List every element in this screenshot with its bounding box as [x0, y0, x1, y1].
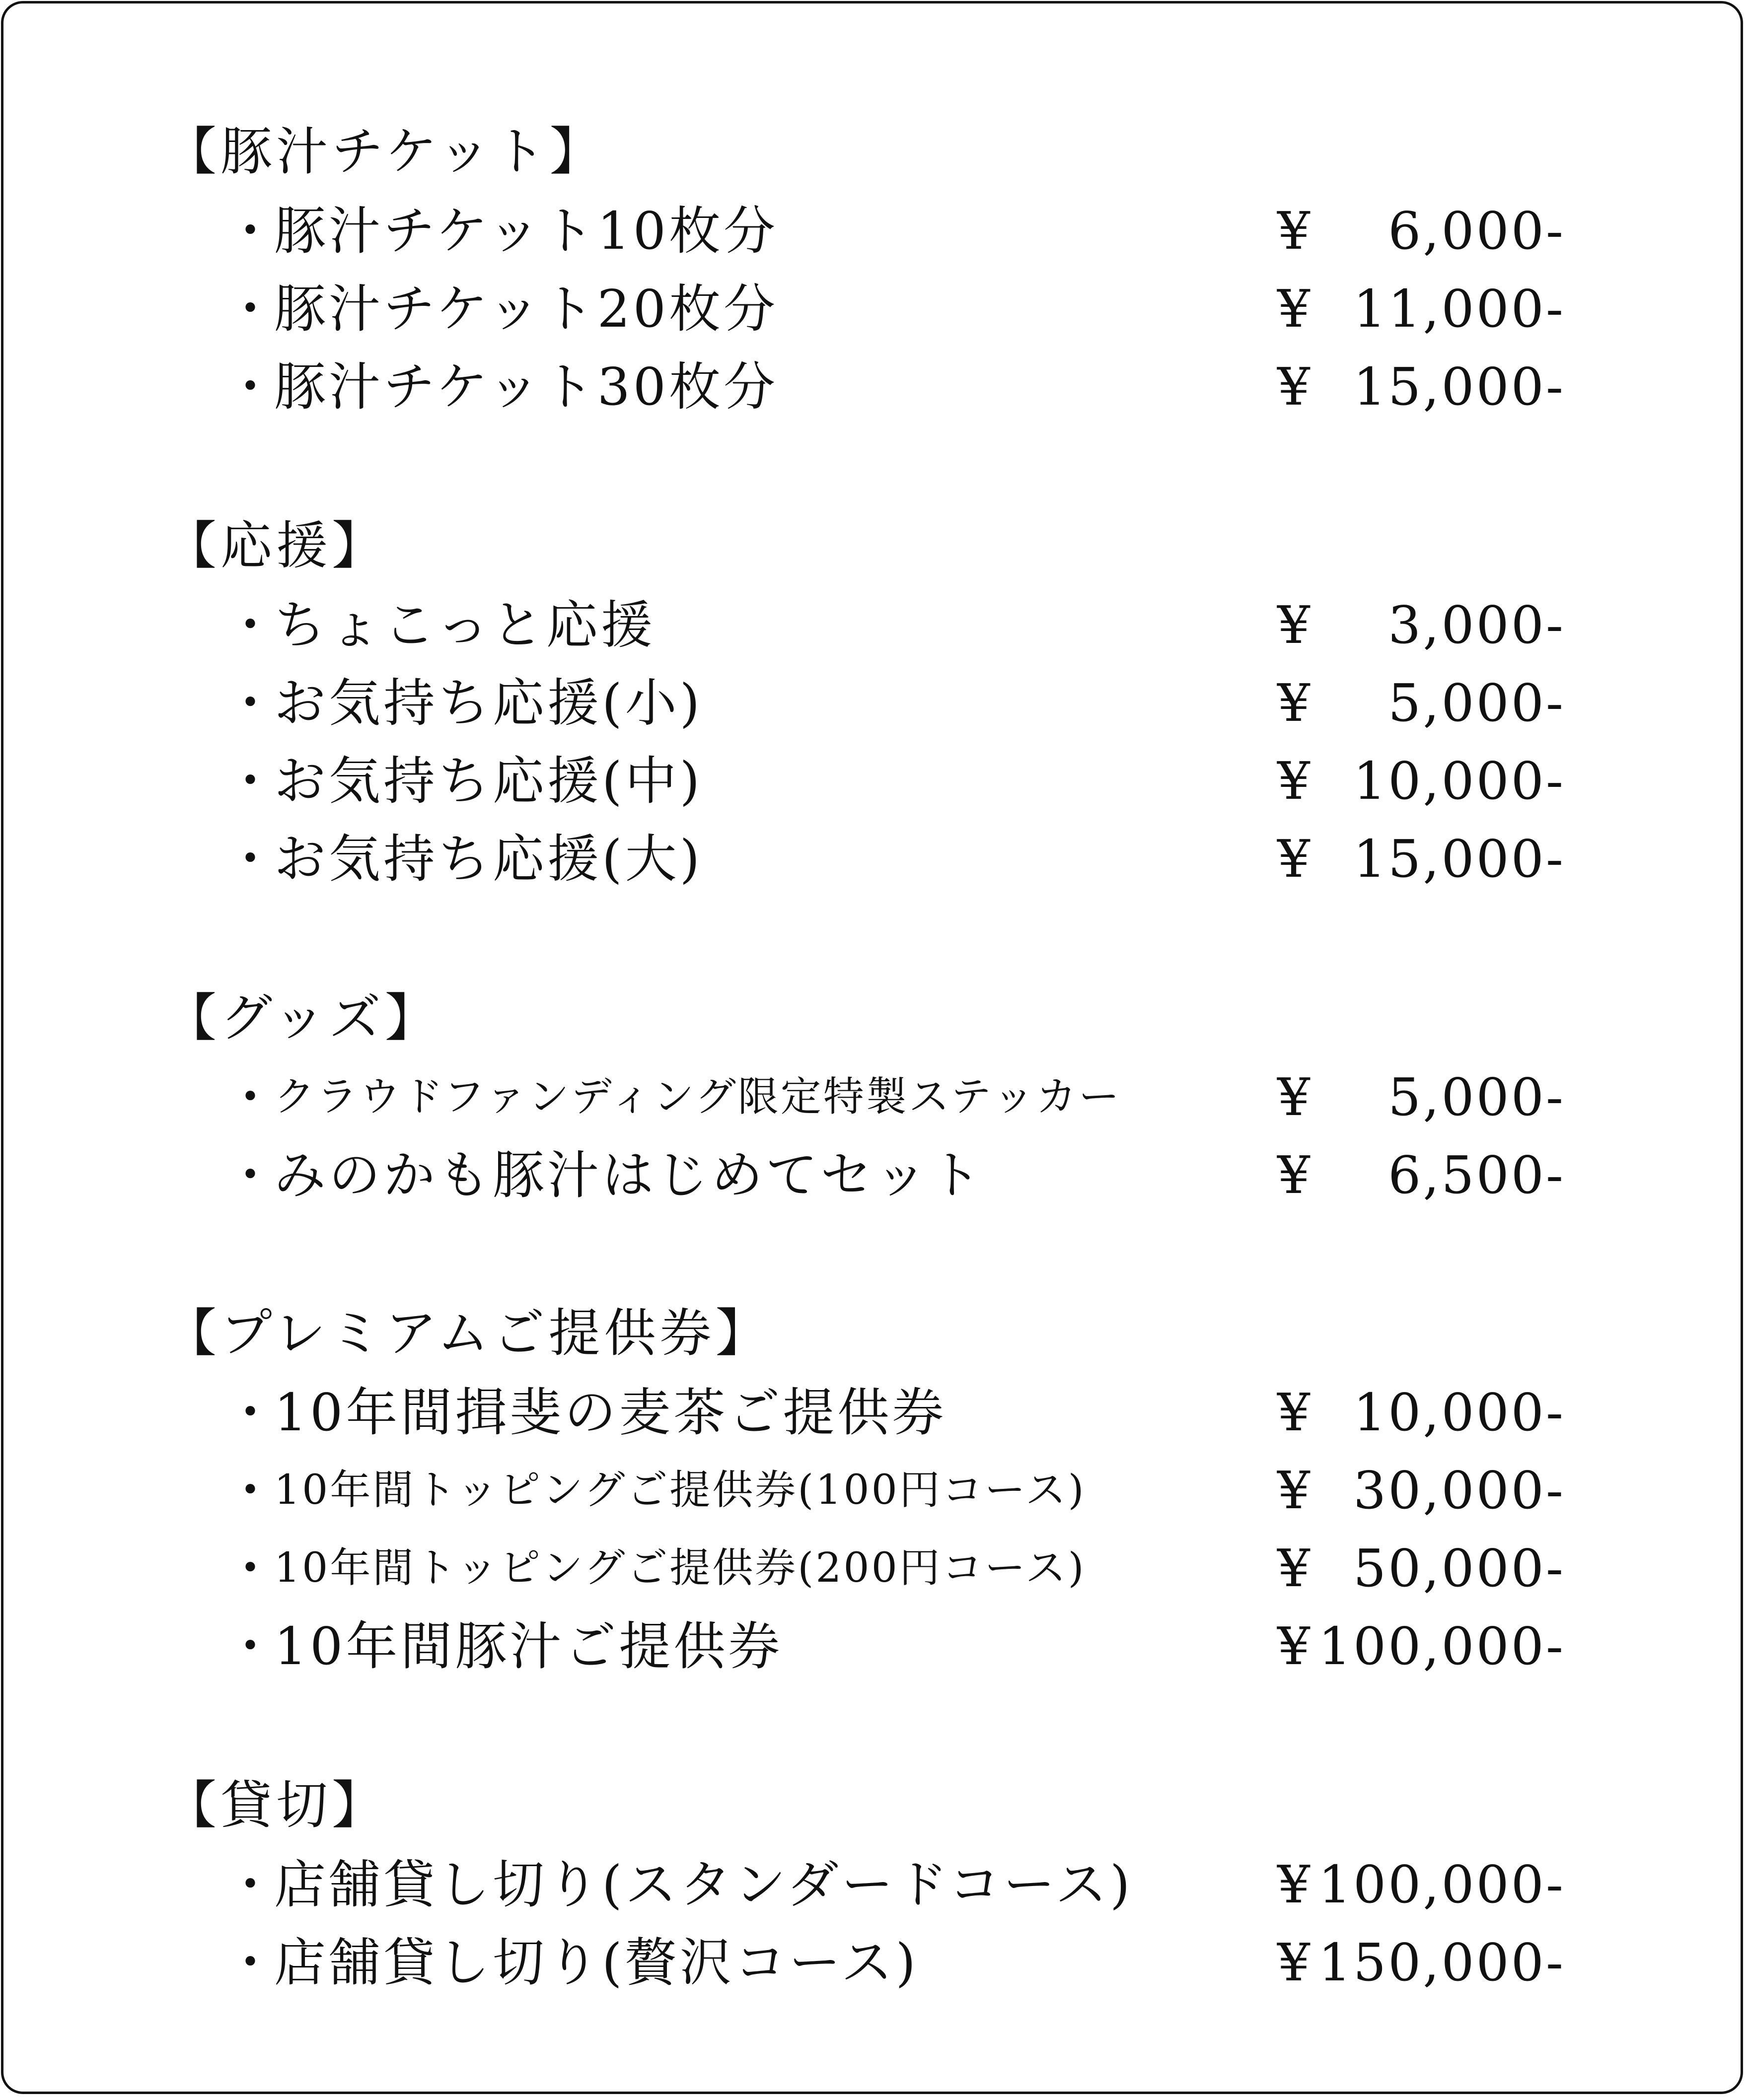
item-label: 10年間揖斐の麦茶ご提供券: [274, 1382, 947, 1443]
yen-symbol: ¥: [1277, 1932, 1311, 1993]
item-price: [1277, 668, 1565, 738]
bullet-icon: ・: [224, 751, 277, 811]
item-label: 店舗貸し切り(贅沢コース): [274, 1932, 919, 1993]
bullet-icon: ・: [224, 673, 277, 733]
item-amount: 50,000-: [1353, 1538, 1565, 1599]
item-price: [1277, 1534, 1565, 1603]
item-amount: 10,000-: [1353, 751, 1565, 811]
yen-symbol: ¥: [1277, 1067, 1311, 1127]
list-item: [224, 196, 1565, 266]
item-price: [1277, 1378, 1565, 1447]
item-label: クラウドファンディング限定特製ステッカー: [274, 1073, 1122, 1120]
section-heading-tonjiru-ticket: 【豚汁チケット】: [165, 121, 605, 182]
section-heading-goods: 【グッズ】: [165, 987, 440, 1048]
yen-symbol: ¥: [1277, 595, 1311, 655]
item-price: [1277, 746, 1565, 816]
list-item: [224, 1456, 1565, 1525]
bullet-icon: ・: [224, 1067, 277, 1127]
yen-symbol: ¥: [1277, 1616, 1311, 1677]
item-amount: 5,000-: [1388, 1067, 1565, 1127]
item-price: [1277, 824, 1565, 894]
bullet-icon: ・: [224, 1616, 277, 1677]
item-label: ちょこっと応援: [274, 595, 656, 655]
bullet-icon: ・: [224, 1932, 277, 1993]
list-item: [224, 668, 1565, 738]
item-amount: 6,000-: [1388, 201, 1565, 261]
yen-symbol: ¥: [1277, 1538, 1311, 1599]
list-item: [224, 746, 1565, 816]
item-label: 10年間トッピングご提供券(100円コース): [274, 1467, 1086, 1514]
section-heading-support: 【応援】: [165, 515, 388, 576]
price-list-frame: [1, 1, 1743, 2094]
item-label: みのかも豚汁はじめてセット: [274, 1145, 985, 1205]
bullet-icon: ・: [224, 1382, 277, 1443]
bullet-icon: ・: [224, 1145, 277, 1205]
bullet-icon: ・: [224, 1854, 277, 1915]
bullet-icon: ・: [224, 201, 277, 261]
item-price: [1277, 1928, 1565, 1997]
item-price: [1277, 1062, 1565, 1132]
item-price: [1277, 590, 1565, 660]
item-price: [1277, 196, 1565, 266]
item-amount: 10,000-: [1353, 1382, 1565, 1443]
item-amount: 11,000-: [1353, 279, 1565, 339]
item-amount: 15,000-: [1353, 829, 1565, 889]
list-item: [224, 352, 1565, 421]
item-price: [1277, 1611, 1565, 1681]
item-price: [1277, 1456, 1565, 1525]
item-label: お気持ち応援(中): [274, 751, 703, 811]
yen-symbol: ¥: [1277, 279, 1311, 339]
item-label: お気持ち応援(大): [274, 829, 703, 889]
list-item: [224, 1140, 1565, 1210]
yen-symbol: ¥: [1277, 201, 1311, 261]
item-price: [1277, 1140, 1565, 1210]
list-item: [224, 274, 1565, 344]
section-heading-premium-voucher: 【プレミアムご提供券】: [165, 1303, 771, 1363]
list-item: [224, 824, 1565, 894]
yen-symbol: ¥: [1277, 1460, 1311, 1521]
bullet-icon: ・: [224, 1538, 277, 1599]
yen-symbol: ¥: [1277, 673, 1311, 733]
bullet-icon: ・: [224, 356, 277, 417]
bullet-icon: ・: [224, 1460, 277, 1521]
item-price: [1277, 352, 1565, 421]
item-label: 豚汁チケット30枚分: [274, 356, 778, 417]
list-item: [224, 1062, 1565, 1132]
section-heading-private-rental: 【貸切】: [165, 1775, 388, 1835]
item-amount: 150,000-: [1318, 1932, 1565, 1993]
list-item: [224, 590, 1565, 660]
list-item: [224, 1850, 1565, 1919]
item-amount: 30,000-: [1353, 1460, 1565, 1521]
list-item: [224, 1534, 1565, 1603]
item-label: 豚汁チケット20枚分: [274, 279, 778, 339]
yen-symbol: ¥: [1277, 751, 1311, 811]
item-label: 10年間豚汁ご提供券: [274, 1616, 783, 1677]
bullet-icon: ・: [224, 595, 277, 655]
yen-symbol: ¥: [1277, 1145, 1311, 1205]
yen-symbol: ¥: [1277, 1382, 1311, 1443]
price-list-sheet: [3, 3, 1741, 2092]
item-amount: 3,000-: [1388, 595, 1565, 655]
item-label: 豚汁チケット10枚分: [274, 201, 778, 261]
item-label: 10年間トッピングご提供券(200円コース): [274, 1544, 1086, 1592]
item-price: [1277, 1850, 1565, 1919]
list-item: [224, 1611, 1565, 1681]
item-label: お気持ち応援(小): [274, 673, 703, 733]
list-item: [224, 1928, 1565, 1997]
yen-symbol: ¥: [1277, 1854, 1311, 1915]
item-amount: 5,000-: [1388, 673, 1565, 733]
item-price: [1277, 274, 1565, 344]
bullet-icon: ・: [224, 829, 277, 889]
item-amount: 100,000-: [1318, 1854, 1565, 1915]
yen-symbol: ¥: [1277, 356, 1311, 417]
item-amount: 15,000-: [1353, 356, 1565, 417]
item-amount: 100,000-: [1318, 1616, 1565, 1677]
item-amount: 6,500-: [1388, 1145, 1565, 1205]
bullet-icon: ・: [224, 279, 277, 339]
list-item: [224, 1378, 1565, 1447]
item-label: 店舗貸し切り(スタンダードコース): [274, 1854, 1133, 1915]
yen-symbol: ¥: [1277, 829, 1311, 889]
